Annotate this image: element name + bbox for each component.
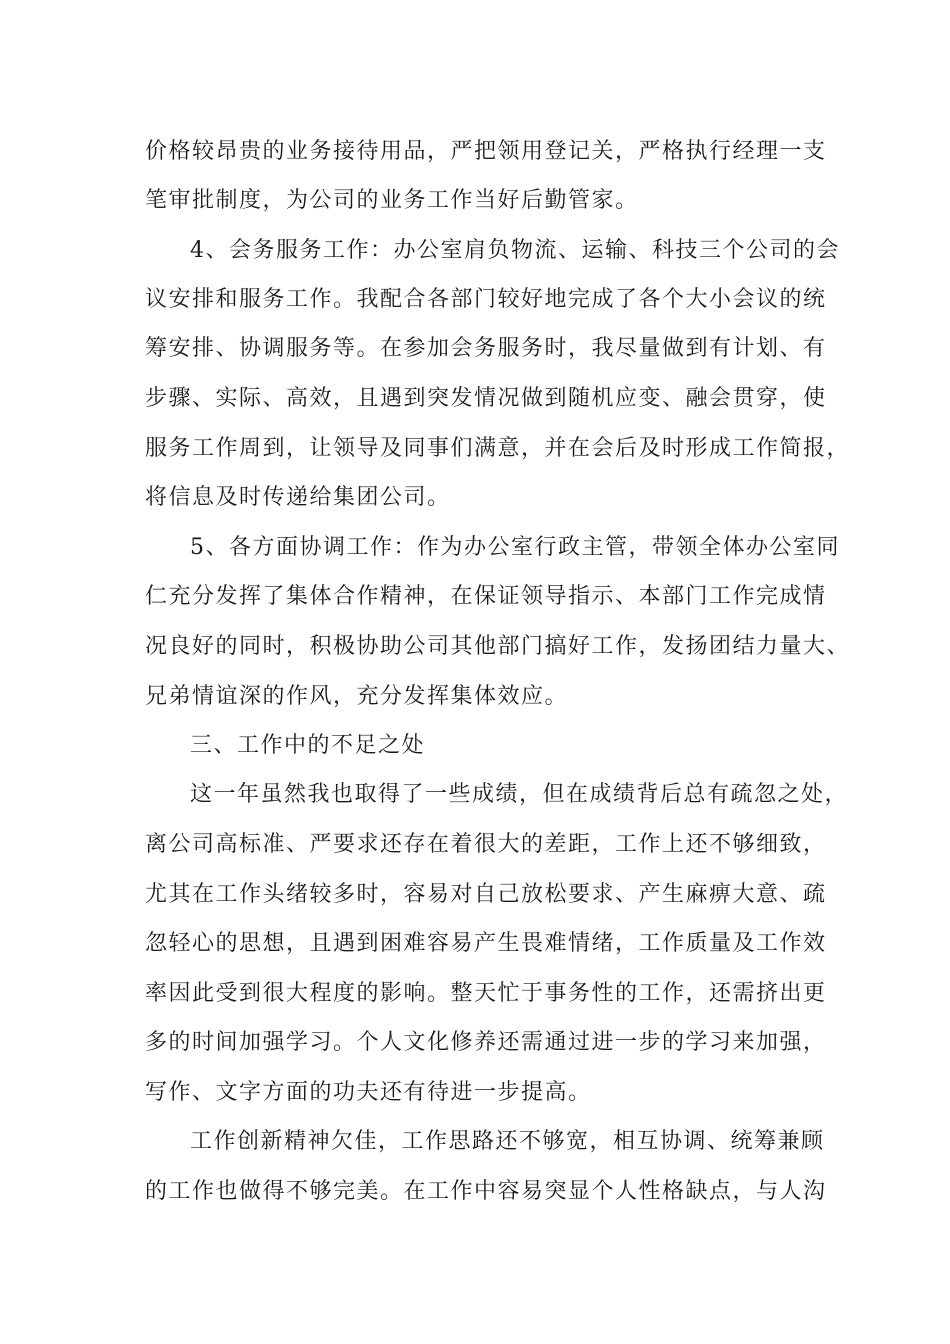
text-line: 的工作也做得不够完美。在工作中容易突显个人性格缺点，与人沟: [145, 1179, 827, 1204]
text-line: 多的时间加强学习。个人文化修养还需通过进一步的学习来加强，: [145, 1030, 827, 1055]
text-line: 况良好的同时，积极协助公司其他部门搞好工作，发扬团结力量大、: [145, 634, 851, 659]
text-line: 离公司高标准、严要求还存在着很大的差距，工作上还不够细致，: [145, 832, 827, 857]
text-line: 筹安排、协调服务等。在参加会务服务时，我尽量做到有计划、有: [145, 336, 827, 361]
text-line: 尤其在工作头绪较多时，容易对自己放松要求、产生麻痹大意、疏: [145, 882, 827, 907]
text-line: 将信息及时传递给集团公司。: [145, 485, 451, 510]
text-line: 步骤、实际、高效，且遇到突发情况做到随机应变、融会贯穿，使: [145, 386, 827, 411]
text-line: 写作、文字方面的功夫还有待进一步提高。: [145, 1080, 592, 1105]
section-heading: 三、工作中的不足之处: [190, 733, 426, 758]
paragraph-start-line: 这一年虽然我也取得了一些成绩，但在成绩背后总有疏忽之处，: [190, 782, 849, 807]
text-line: 笔审批制度，为公司的业务工作当好后勤管家。: [145, 188, 639, 213]
text-line: 价格较昂贵的业务接待用品，严把领用登记关，严格执行经理一支: [145, 139, 827, 164]
text-line: 议安排和服务工作。我配合各部门较好地完成了各个大小会议的统: [145, 287, 827, 312]
text-line: 兄弟情谊深的作风，充分发挥集体效应。: [145, 684, 569, 709]
paragraph-start-line: 工作创新精神欠佳，工作思路还不够宽，相互协调、统筹兼顾: [190, 1129, 825, 1154]
text-line: 率因此受到很大程度的影响。整天忙于事务性的工作，还需挤出更: [145, 981, 827, 1006]
text-line: 服务工作周到，让领导及同事们满意，并在会后及时形成工作简报，: [145, 436, 851, 461]
paragraph-start-line: 5、各方面协调工作：作为办公室行政主管，带领全体办公室同: [190, 535, 840, 560]
text-line: 仁充分发挥了集体合作精神，在保证领导指示、本部门工作完成情: [145, 584, 827, 609]
paragraph-start-line: 4、会务服务工作：办公室肩负物流、运输、科技三个公司的会: [190, 238, 840, 263]
text-line: 忽轻心的思想，且遇到困难容易产生畏难情绪，工作质量及工作效: [145, 931, 827, 956]
